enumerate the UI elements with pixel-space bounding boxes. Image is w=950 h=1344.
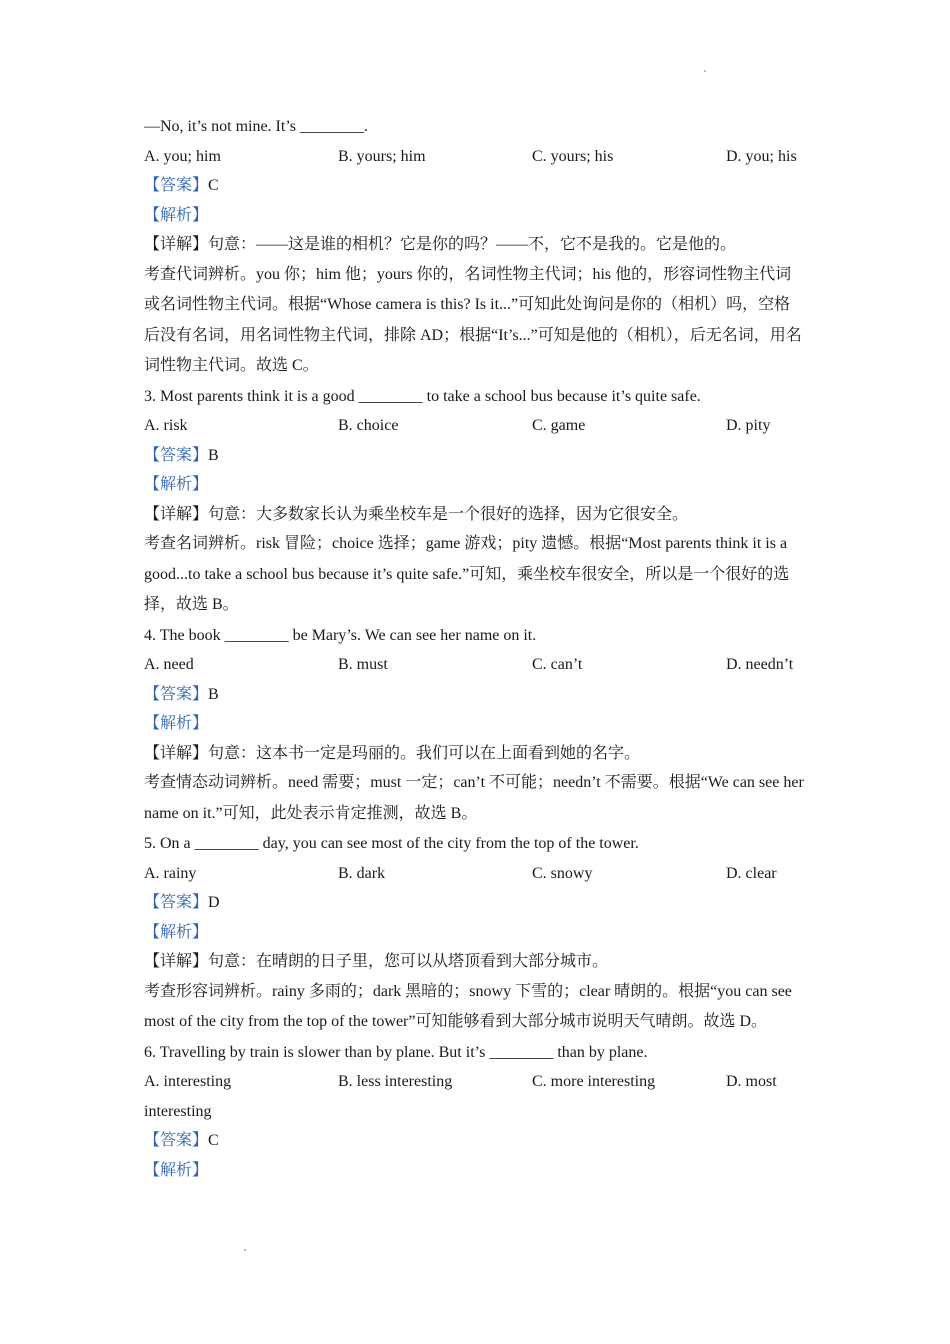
answer-label: 【答案】 <box>144 1132 209 1149</box>
intro-answer-line: —No, it’s not mine. It’s ________. <box>144 118 368 135</box>
q2-option-d: D. you; his <box>726 147 797 165</box>
q3-detail <box>144 500 806 530</box>
q5-detail <box>144 947 806 977</box>
detail-label: 【详解】 <box>144 505 209 523</box>
q6-answer-value: C <box>208 1132 219 1149</box>
q4-answer-value: B <box>208 685 219 703</box>
q6-options <box>144 1067 806 1097</box>
q5-answer-value: D <box>208 894 220 911</box>
q3-answer <box>144 441 806 471</box>
q5-option-d: D. clear <box>726 864 777 882</box>
q6-option-c: C. more interesting <box>532 1073 656 1090</box>
q4-question: 4. The book ________ be Mary’s. We can see her name on it. <box>144 626 537 644</box>
q3-options <box>144 411 806 441</box>
q4-explanation: 考查情态动词辨析。need 需要；must 一定；can’t 不可能；needn’t 不需要。根据“We can see her name on it.”可知，此处表示肯定推测，故选 B。 <box>144 774 804 822</box>
q4-detail-text: 句意：这本书一定是玛丽的。我们可以在上面看到她的名字。 <box>208 744 641 762</box>
q6-option-wrap: interesting <box>144 1102 212 1120</box>
q5-options <box>144 859 806 889</box>
q6-answer <box>144 1126 806 1156</box>
q3-question: 3. Most parents think it is a good ________ to take a school bus because it’s quite safe. <box>144 387 701 405</box>
q5-option-a: A. rainy <box>144 864 197 882</box>
q3-option-c: C. game <box>532 417 586 434</box>
q4-options <box>144 650 806 680</box>
q5-explanation: 考查形容词辨析。rainy 多雨的；dark 黑暗的；snowy 下雪的；clear 晴朗的。根据“you can see most of the city from the top of the tower”可知能够看到大部分城市说明天气晴朗。故选 D。 <box>144 982 792 1030</box>
q3-analysis <box>144 470 806 500</box>
q6-analysis <box>144 1156 806 1186</box>
answer-label: 【答案】 <box>144 446 209 464</box>
q4-answer <box>144 680 806 710</box>
q6-option-d: D. most <box>726 1073 777 1090</box>
q3-option-a: A. risk <box>144 417 188 434</box>
q2-detail <box>144 230 806 260</box>
analysis-label: 【解析】 <box>144 206 209 224</box>
q3-answer-value: B <box>208 446 219 464</box>
q3-option-d: D. pity <box>726 417 771 434</box>
document-page <box>144 112 806 1185</box>
q4-option-d: D. needn’t <box>726 656 794 673</box>
q2-answer-value: C <box>208 177 219 194</box>
q2-detail-text: 句意：——这是谁的相机？它是你的吗？——不，它不是我的。它是他的。 <box>208 236 737 253</box>
q2-options <box>144 142 806 172</box>
q2-option-b: B. yours; him <box>338 147 426 165</box>
analysis-label: 【解析】 <box>144 715 209 732</box>
answer-label: 【答案】 <box>144 685 209 703</box>
answer-label: 【答案】 <box>144 177 209 194</box>
analysis-label: 【解析】 <box>144 476 209 493</box>
q3-option-b: B. choice <box>338 417 399 434</box>
q5-detail-text: 句意：在晴朗的日子里，您可以从塔顶看到大部分城市。 <box>208 953 609 970</box>
q5-option-b: B. dark <box>338 864 386 882</box>
q4-analysis <box>144 709 806 739</box>
detail-label: 【详解】 <box>144 236 209 253</box>
q4-option-a: A. need <box>144 656 194 673</box>
q4-option-b: B. must <box>338 656 388 673</box>
detail-label: 【详解】 <box>144 744 209 762</box>
q3-detail-text: 句意：大多数家长认为乘坐校车是一个很好的选择，因为它很安全。 <box>208 505 689 523</box>
q2-analysis <box>144 201 806 231</box>
q2-option-c: C. yours; his <box>532 147 614 165</box>
q5-answer <box>144 888 806 918</box>
q5-analysis <box>144 918 806 948</box>
page-dot-bottom <box>244 1249 246 1251</box>
answer-label: 【答案】 <box>144 894 209 911</box>
q2-answer <box>144 171 806 201</box>
q2-option-a: A. you; him <box>144 147 221 165</box>
analysis-label: 【解析】 <box>144 923 209 941</box>
q5-option-c: C. snowy <box>532 864 593 882</box>
q3-explanation: 考查名词辨析。risk 冒险；choice 选择；game 游戏；pity 遗憾。根据“Most parents think it is a good...to take a school bus because it’s quite safe.”可知，乘坐校车很安全，所以是一个很好的选择，故选 B。 <box>144 535 790 613</box>
page-dot-top <box>704 70 706 72</box>
q4-option-c: C. can’t <box>532 656 583 673</box>
q2-explanation: 考查代词辨析。you 你；him 他；yours 你的，名词性物主代词；his 他的，形容词性物主代词或名词性物主代词。根据“Whose camera is this? Is it...”可知此处询问是你的（相机）吗，空格后没有名词，用名词性物主代词，排除 AD；根据“It’s...”可知是他的（相机），后无名词，用名词性物主代词。故选 C。 <box>144 265 802 374</box>
q4-detail <box>144 739 806 769</box>
q6-option-b: B. less interesting <box>338 1073 453 1090</box>
detail-label: 【详解】 <box>144 953 209 970</box>
q6-question: 6. Travelling by train is slower than by plane. But it’s ________ than by plane. <box>144 1043 648 1061</box>
q5-question: 5. On a ________ day, you can see most of the city from the top of the tower. <box>144 835 639 852</box>
analysis-label: 【解析】 <box>144 1161 209 1179</box>
q6-option-a: A. interesting <box>144 1073 232 1090</box>
